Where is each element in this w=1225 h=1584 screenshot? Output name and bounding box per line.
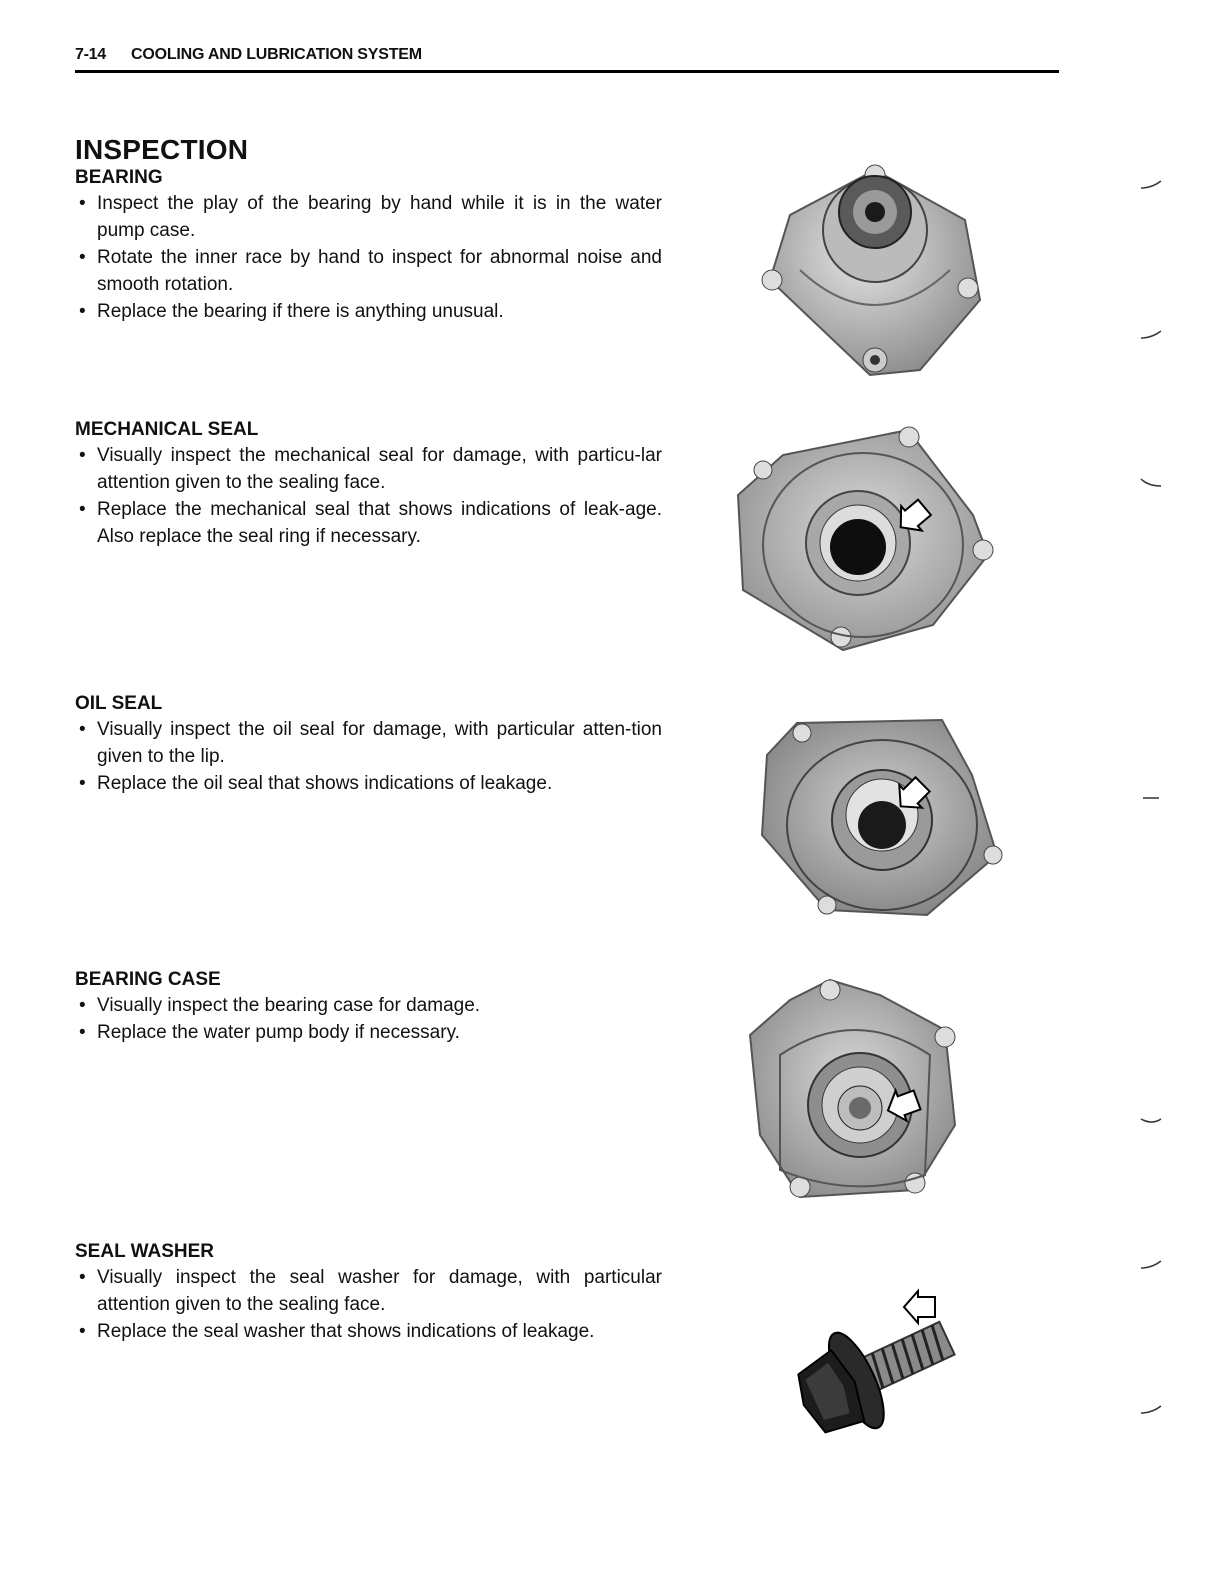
bullet-item: • Rotate the inner race by hand to inspect for abnormal noise and smooth rotation. — [75, 244, 662, 298]
bullet-item: • Visually inspect the oil seal for damage, with particular atten-tion given to the lip. — [75, 716, 662, 770]
bullet-item: • Replace the water pump body if necessary. — [75, 1019, 662, 1046]
section-bearing — [75, 166, 675, 325]
bullet-item: • Replace the oil seal that shows indications of leakage. — [75, 770, 662, 797]
arrow-icon — [904, 1291, 935, 1323]
mechanical-seal-photo-icon — [733, 425, 1008, 660]
scan-mark-icon — [1140, 793, 1162, 803]
bullet-item: • Visually inspect the mechanical seal for damage, with particu-lar attention given to the sealing face. — [75, 442, 662, 496]
section-seal-washer — [75, 1240, 675, 1345]
section-mechanical-seal — [75, 418, 675, 550]
pump-bearing-photo-icon — [750, 160, 1000, 385]
header-rule — [75, 70, 1059, 73]
page-number: 7-14 — [75, 46, 106, 63]
chapter-title: COOLING AND LUBRICATION SYSTEM — [131, 46, 422, 63]
section-title: OIL SEAL — [75, 693, 163, 714]
page-header — [75, 44, 1059, 74]
bullet-item: • Inspect the play of the bearing by hand while it is in the water pump case. — [75, 190, 662, 244]
section-title: BEARING — [75, 167, 163, 188]
scan-mark-icon — [1140, 330, 1162, 340]
bullet-item: • Replace the bearing if there is anything unusual. — [75, 298, 662, 325]
section-bearing-case — [75, 968, 675, 1046]
oil-seal-photo-icon — [757, 715, 1007, 925]
seal-washer-bolt-photo-icon — [780, 1285, 980, 1465]
scan-mark-icon — [1140, 478, 1162, 488]
bullet-item: • Visually inspect the bearing case for damage. — [75, 992, 662, 1019]
section-title: SEAL WASHER — [75, 1241, 215, 1262]
bullet-item: • Replace the mechanical seal that shows indications of leak-age. Also replace the seal ring if necessary. — [75, 496, 662, 550]
scan-mark-icon — [1140, 1115, 1162, 1125]
bearing-case-photo-icon — [740, 975, 965, 1205]
section-oil-seal — [75, 692, 675, 797]
page-heading: INSPECTION — [75, 134, 249, 165]
scan-mark-icon — [1140, 1405, 1162, 1415]
section-title: MECHANICAL SEAL — [75, 419, 259, 440]
scan-mark-icon — [1140, 1260, 1162, 1270]
bullet-item: • Replace the seal washer that shows indications of leakage. — [75, 1318, 662, 1345]
bullet-item: • Visually inspect the seal washer for damage, with particular attention given to the sealing face. — [75, 1264, 662, 1318]
section-title: BEARING CASE — [75, 969, 221, 990]
scan-mark-icon — [1140, 180, 1162, 190]
